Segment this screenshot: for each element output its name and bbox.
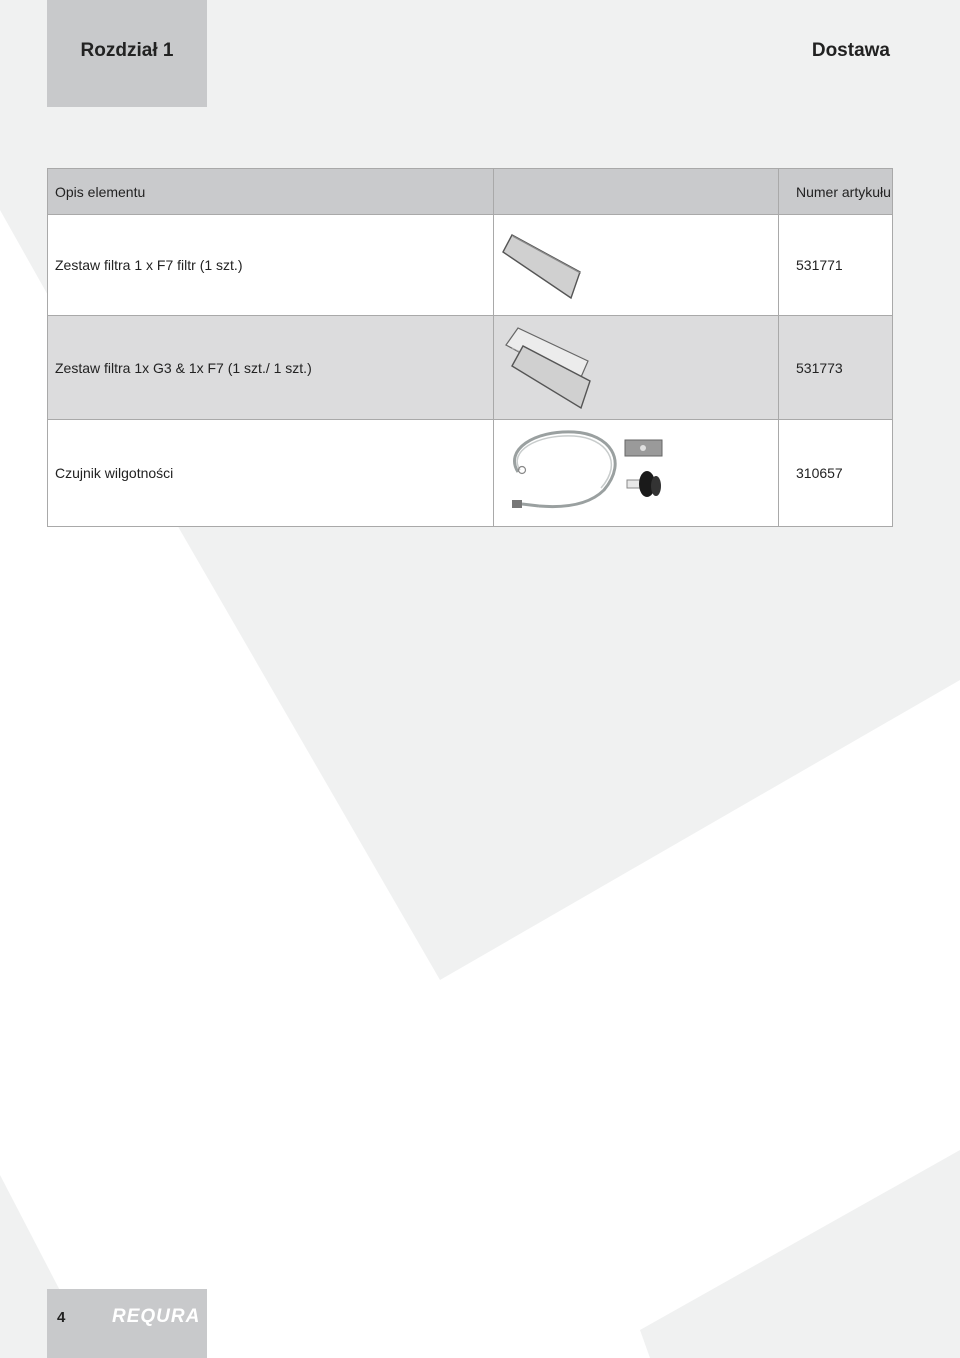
header-article-number: Numer artykułu bbox=[779, 169, 893, 215]
table-row bbox=[48, 316, 893, 420]
table-header-row bbox=[48, 169, 893, 215]
row-description: Czujnik wilgotności bbox=[48, 420, 494, 527]
header-description: Opis elementu bbox=[48, 169, 494, 215]
row-image bbox=[494, 215, 779, 316]
footer-tab bbox=[47, 1289, 207, 1358]
row-article-number: 531771 bbox=[779, 215, 893, 316]
row-description: Zestaw filtra 1 x F7 filtr (1 szt.) bbox=[48, 215, 494, 316]
row-article-number: 531773 bbox=[779, 316, 893, 420]
table-row bbox=[48, 420, 893, 527]
double-filter-icon bbox=[494, 316, 779, 419]
single-filter-icon bbox=[494, 215, 779, 315]
humidity-sensor-icon bbox=[494, 420, 779, 526]
header-image bbox=[494, 169, 779, 215]
row-image bbox=[494, 420, 779, 527]
table-row bbox=[48, 215, 893, 316]
row-description: Zestaw filtra 1x G3 & 1x F7 (1 szt./ 1 szt.) bbox=[48, 316, 494, 420]
chapter-tab bbox=[47, 0, 207, 107]
section-title: Dostawa bbox=[811, 40, 890, 61]
parts-table bbox=[47, 168, 893, 527]
page-number: 4 bbox=[57, 1309, 66, 1326]
row-article-number: 310657 bbox=[779, 420, 893, 527]
brand-logo: REQURA bbox=[112, 1306, 201, 1327]
chapter-label: Rozdział 1 bbox=[80, 40, 174, 61]
row-image bbox=[494, 316, 779, 420]
